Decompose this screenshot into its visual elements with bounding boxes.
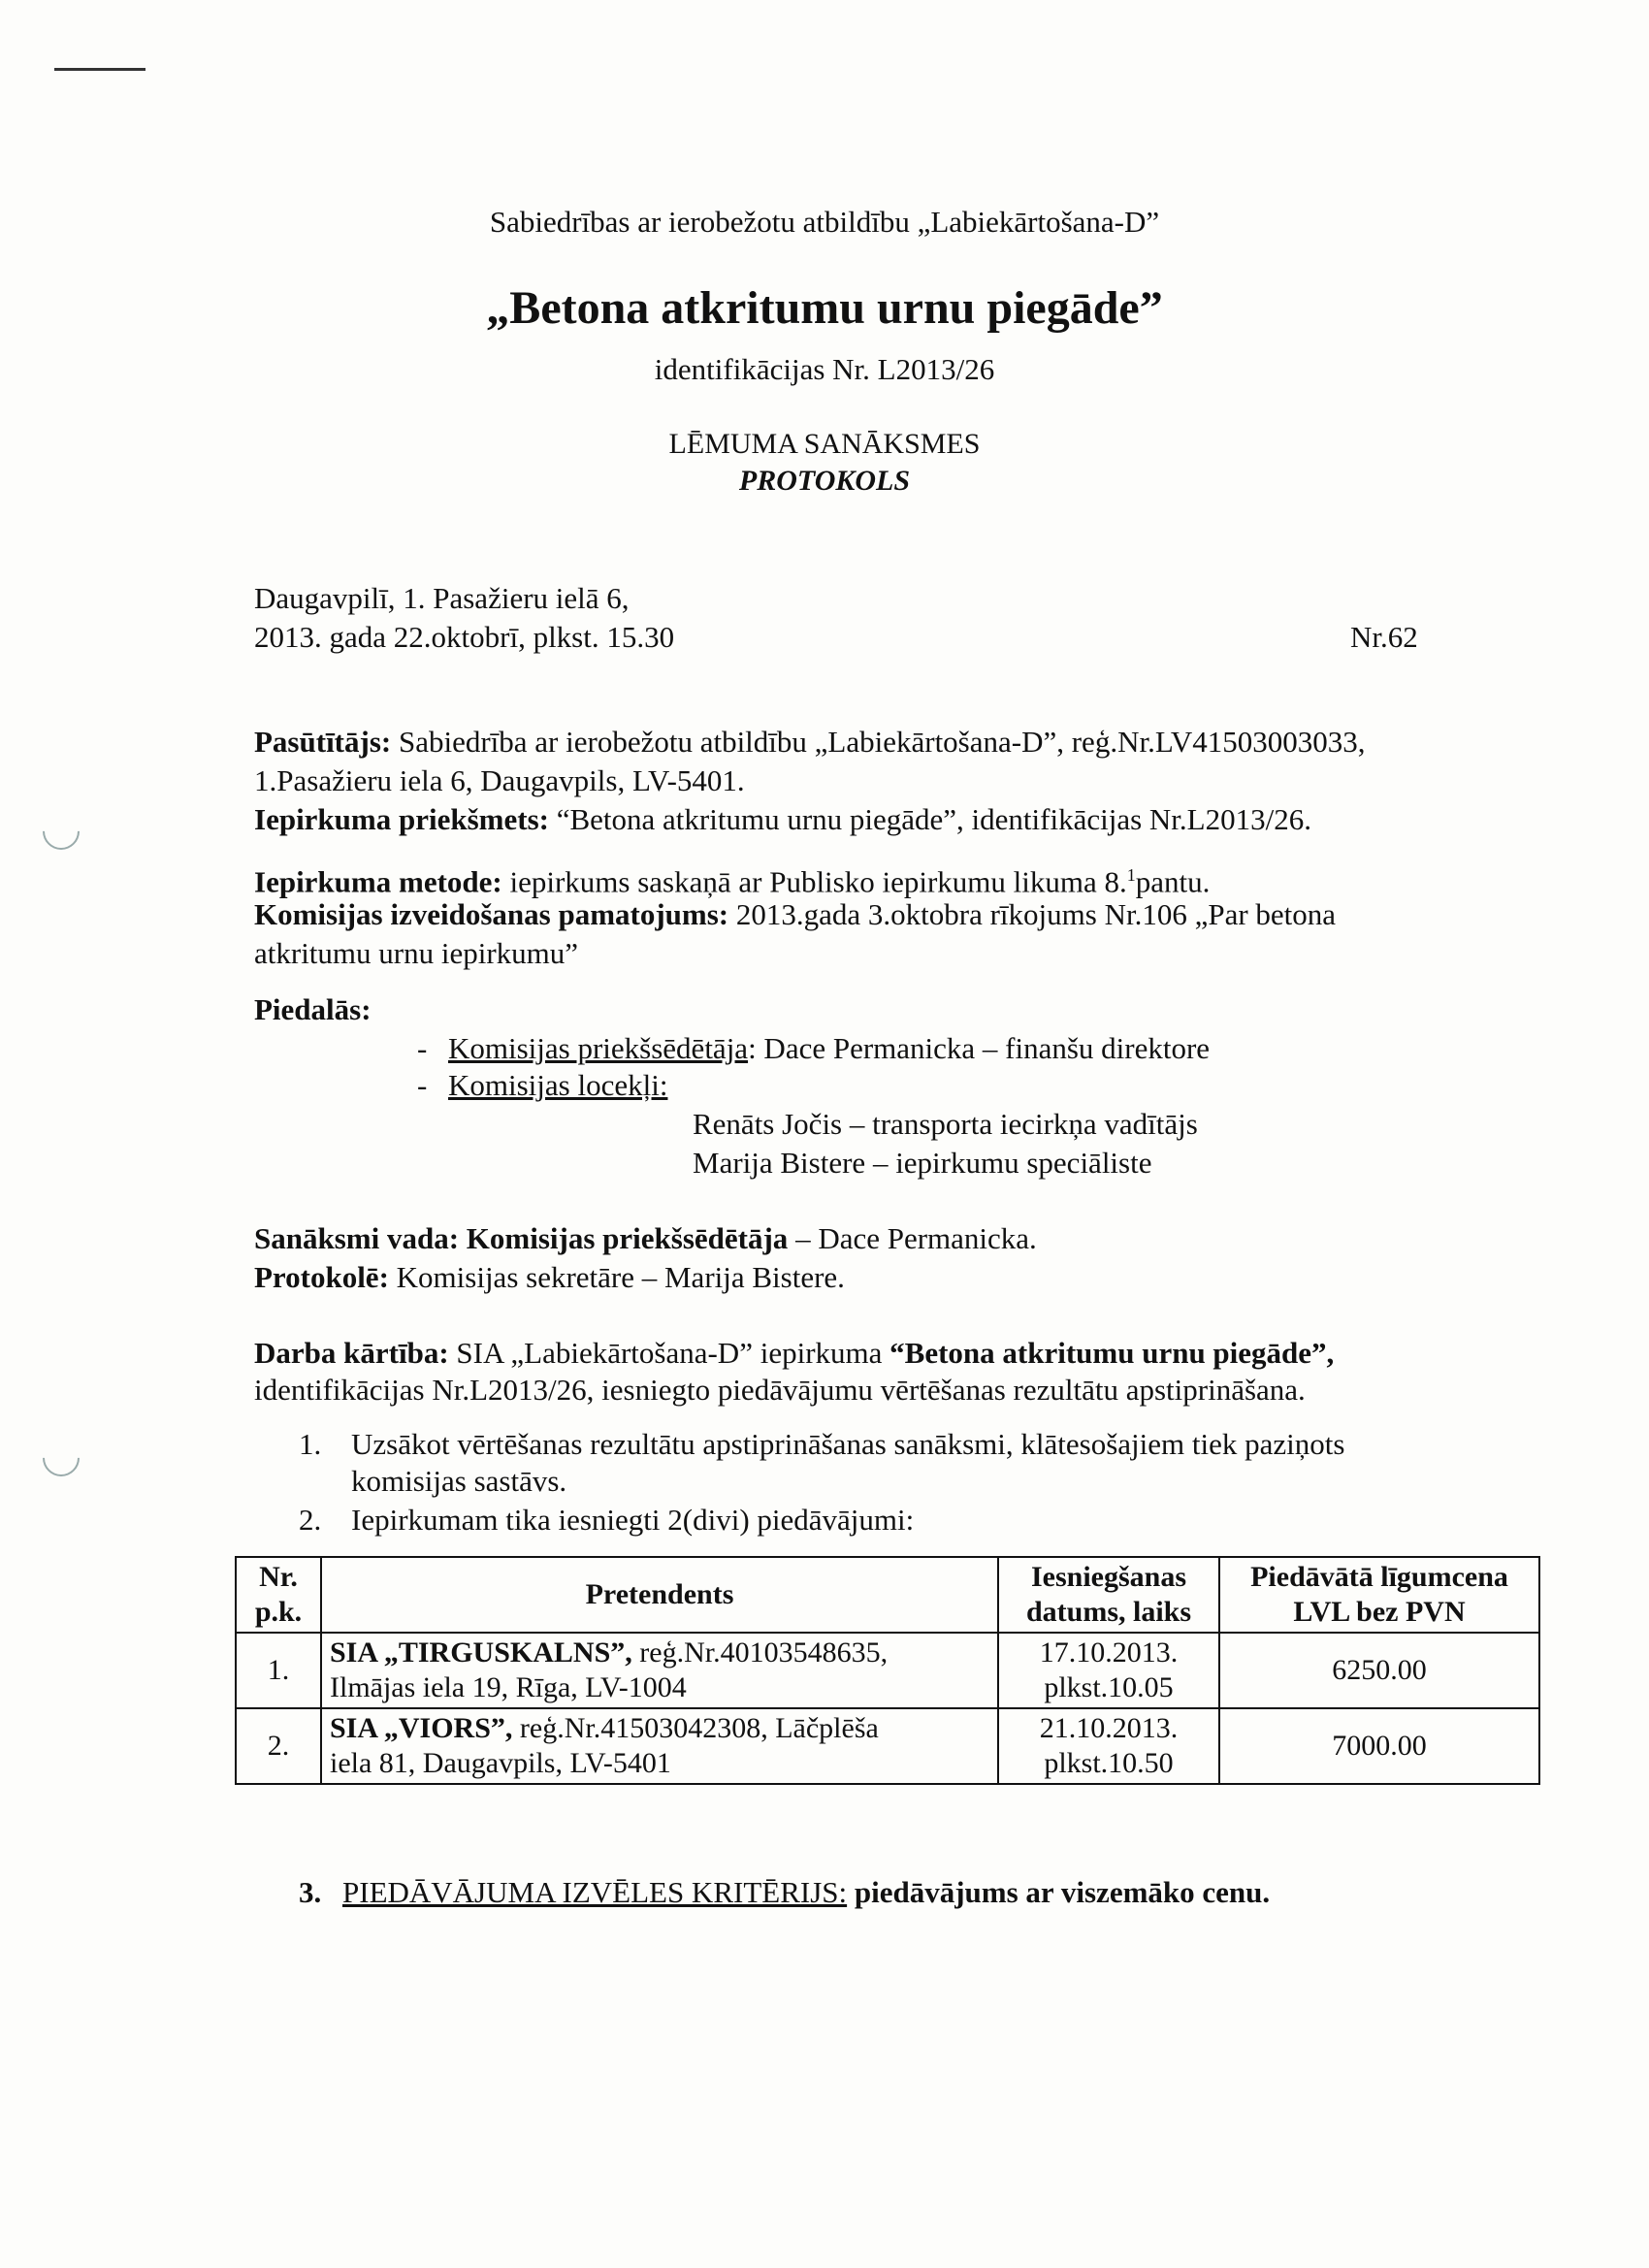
- pretendent-reg: reģ.Nr.40103548635,: [631, 1636, 889, 1669]
- document-subtype: PROTOKOLS: [738, 465, 911, 497]
- table-row: [236, 1708, 1539, 1784]
- header-date-line-1: Iesniegšanas: [1030, 1561, 1187, 1593]
- secretary-label: Protokolē:: [254, 1260, 389, 1294]
- punch-hole-mark: [35, 805, 87, 858]
- method-text-end: pantu.: [1135, 864, 1211, 899]
- document-type: LĒMUMA SANĀKSMES: [668, 428, 981, 460]
- subject-label: Iepirkuma priekšmets:: [254, 802, 549, 836]
- agenda-item-1-text: Uzsākot vērtēšanas rezultātu apstiprināšanas sanāksmi, klātesošajiem tiek paziņots: [351, 1427, 1345, 1461]
- table-row: [236, 1633, 1539, 1708]
- meeting-place: Daugavpilī, 1. Pasažieru ielā 6,: [254, 581, 630, 615]
- punch-hole-mark: [35, 1432, 87, 1484]
- header-date: [998, 1557, 1219, 1633]
- subject-line: [254, 801, 1311, 837]
- row-pretendent: [321, 1633, 998, 1708]
- row-number: 1.: [236, 1633, 321, 1708]
- agenda-item-2-text: Iepirkumam tika iesniegti 2(divi) piedāvājumi:: [351, 1503, 915, 1537]
- criterion-label: PIEDĀVĀJUMA IZVĒLES KRITĒRIJS:: [342, 1875, 848, 1909]
- row-pretendent: [321, 1708, 998, 1784]
- subject-text: “Betona atkritumu urnu piegāde”, identifikācijas Nr.L2013/26.: [548, 802, 1311, 836]
- protocol-number: Nr.62: [1350, 620, 1418, 654]
- criterion-number: 3.: [299, 1875, 322, 1909]
- chair-label: Komisijas priekšsēdētāja: [448, 1031, 749, 1065]
- header-pretendents: Pretendents: [321, 1557, 998, 1633]
- row-price: 7000.00: [1219, 1708, 1539, 1784]
- agenda-title: “Betona atkritumu urnu piegāde”,: [889, 1336, 1335, 1370]
- pretendent-reg: reģ.Nr.41503042308, Lāčplēša: [512, 1712, 879, 1744]
- method-label: Iepirkuma metode:: [254, 864, 502, 899]
- basis-line: [254, 896, 1336, 932]
- pretendent-name: SIA „TIRGUSKALNS”,: [330, 1636, 632, 1669]
- agenda-text: SIA „Labiekārtošana-D” iepirkuma: [448, 1336, 890, 1370]
- meeting-lead-label: Sanāksmi vada:: [254, 1221, 460, 1255]
- identification-line: identifikācijas Nr. L2013/26: [654, 352, 995, 386]
- row-price: 6250.00: [1219, 1633, 1539, 1708]
- method-line: [254, 858, 1210, 899]
- chair-text: : Dace Permanicka – finanšu direktore: [748, 1031, 1211, 1065]
- meeting-datetime: 2013. gada 22.oktobrī, plkst. 15.30: [254, 620, 675, 654]
- basis-label: Komisijas izveidošanas pamatojums:: [254, 897, 729, 931]
- meeting-lead-line: [254, 1220, 1037, 1256]
- agenda-item-1-number: 1.: [299, 1427, 322, 1461]
- pretendent-address: Ilmājas iela 19, Rīga, LV-1004: [330, 1671, 687, 1703]
- members-label: Komisijas locekļi:: [448, 1068, 668, 1102]
- header-nr-line-1: Nr.: [259, 1561, 298, 1593]
- row-date: [998, 1633, 1219, 1708]
- client-line: [254, 724, 1366, 760]
- criterion-line: [299, 1874, 1270, 1910]
- header-price-line-1: Piedāvātā līgumcena: [1250, 1561, 1508, 1593]
- agenda-line: [254, 1335, 1334, 1371]
- criterion-text: piedāvājums ar viszemāko cenu.: [847, 1875, 1271, 1909]
- secretary-text: Komisijas sekretāre – Marija Bistere.: [388, 1260, 845, 1294]
- client-text: Sabiedrība ar ierobežotu atbildību „Labiekārtošana-D”, reģ.Nr.LV41503003033,: [391, 725, 1366, 759]
- chair-line: [448, 1030, 1210, 1066]
- submission-time: plkst.10.50: [1044, 1747, 1174, 1779]
- basis-line-2: atkritumu urnu iepirkumu”: [254, 936, 579, 970]
- chair-dash: -: [417, 1031, 428, 1065]
- header-price: [1219, 1557, 1539, 1633]
- basis-text: 2013.gada 3.oktobra rīkojums Nr.106 „Par betona: [728, 897, 1337, 931]
- document-title: „Betona atkritumu urnu piegāde”: [486, 282, 1163, 334]
- pretendent-address: iela 81, Daugavpils, LV-5401: [330, 1747, 671, 1779]
- member-2: Marija Bistere – iepirkumu speciāliste: [693, 1146, 1152, 1180]
- row-date: [998, 1708, 1219, 1784]
- submission-time: plkst.10.05: [1044, 1671, 1174, 1703]
- header-price-line-2: LVL bez PVN: [1293, 1596, 1466, 1628]
- secretary-line: [254, 1259, 845, 1295]
- header-date-line-2: datums, laiks: [1025, 1596, 1192, 1628]
- client-address: 1.Pasažieru iela 6, Daugavpils, LV-5401.: [254, 763, 745, 797]
- pretendent-name: SIA „VIORS”,: [330, 1712, 513, 1744]
- agenda-item-1-text-2: komisijas sastāvs.: [351, 1464, 567, 1498]
- meeting-lead-role: Komisijas priekšsēdētāja: [459, 1221, 789, 1255]
- method-text: iepirkums saskaņā ar Publisko iepirkumu likuma 8.: [501, 864, 1127, 899]
- member-1: Renāts Jočis – transporta iecirkņa vadītājs: [693, 1107, 1198, 1141]
- submission-date: 17.10.2013.: [1039, 1636, 1179, 1669]
- header-nr-line-2: p.k.: [254, 1596, 303, 1628]
- agenda-label: Darba kārtība:: [254, 1336, 449, 1370]
- header-nr: [236, 1557, 321, 1633]
- table-header-row: [236, 1557, 1539, 1633]
- submission-date: 21.10.2013.: [1039, 1712, 1179, 1744]
- meeting-lead-text: – Dace Permanicka.: [788, 1221, 1037, 1255]
- agenda-item-2-number: 2.: [299, 1503, 322, 1537]
- participants-label: Piedalās:: [254, 992, 372, 1026]
- members-dash: -: [417, 1068, 428, 1102]
- client-label: Pasūtītājs:: [254, 725, 392, 759]
- row-number: 2.: [236, 1708, 321, 1784]
- method-superscript: 1: [1126, 865, 1136, 885]
- scan-mark: [54, 68, 146, 71]
- organization-line: Sabiedrības ar ierobežotu atbildību „Labiekārtošana-D”: [489, 205, 1160, 239]
- offers-table: [235, 1556, 1540, 1785]
- agenda-line-2: identifikācijas Nr.L2013/26, iesniegto piedāvājumu vērtēšanas rezultātu apstiprināšana.: [254, 1373, 1306, 1407]
